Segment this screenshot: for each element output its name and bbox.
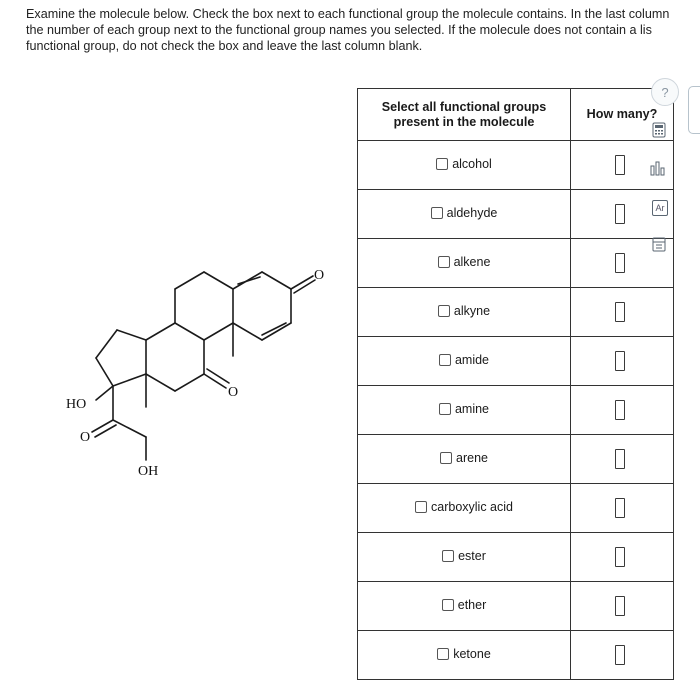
instructions (26, 6, 700, 54)
row-label: alkene (453, 255, 491, 269)
side-panel-tab[interactable] (688, 86, 700, 134)
checkbox-box[interactable] (439, 403, 451, 415)
checkbox-ether[interactable] (442, 598, 487, 612)
enone-oxygen-label: O (314, 268, 325, 283)
table-row (358, 631, 674, 680)
clipboard-icon-glyph (652, 236, 666, 252)
instructions-line-3: functional group, do not check the box and leave the last column blank. (26, 39, 423, 53)
checkbox-arene[interactable] (440, 451, 488, 465)
functional-group-table (357, 88, 674, 680)
checkbox-box[interactable] (431, 207, 443, 219)
checkbox-ketone[interactable] (437, 647, 491, 661)
checkbox-box[interactable] (437, 648, 449, 660)
row-label: arene (456, 451, 488, 465)
count-input-alkyne[interactable] (615, 302, 625, 322)
checkbox-box[interactable] (436, 158, 448, 170)
hydroxyl-ho-label: HO (66, 397, 87, 412)
table-row (358, 582, 674, 631)
instructions-line-1: Examine the molecule below. Check the box next to each functional group the molecule contains. In the last column (26, 7, 670, 21)
periodic-table-icon[interactable] (652, 200, 668, 216)
hydroxyl-oh-label: OH (138, 464, 159, 479)
checkbox-box[interactable] (438, 305, 450, 317)
table-row (358, 484, 674, 533)
count-input-alcohol[interactable] (615, 155, 625, 175)
checkbox-alkene[interactable] (438, 255, 491, 269)
count-input-amide[interactable] (615, 351, 625, 371)
checkbox-alcohol[interactable] (436, 157, 492, 171)
row-label: ester (458, 549, 486, 563)
count-input-alkene[interactable] (615, 253, 625, 273)
calculator-icon-glyph (652, 122, 666, 138)
chart-icon-glyph (650, 160, 668, 176)
checkbox-box[interactable] (440, 452, 452, 464)
checkbox-amine[interactable] (439, 402, 489, 416)
checkbox-amide[interactable] (439, 353, 489, 367)
row-label: ether (457, 598, 487, 612)
side-ketone-oxygen-label: O (80, 430, 91, 445)
table-row (358, 435, 674, 484)
table-row (358, 288, 674, 337)
row-label: amine (454, 402, 490, 416)
row-label: alkyne (453, 304, 491, 318)
header-select-groups (358, 89, 571, 141)
count-input-ester[interactable] (615, 547, 625, 567)
count-input-aldehyde[interactable] (615, 204, 625, 224)
table-row (358, 533, 674, 582)
row-label: carboxylic acid (431, 500, 513, 514)
chart-icon[interactable] (650, 160, 668, 176)
row-label: alcohol (452, 157, 492, 171)
checkbox-carboxylic-acid[interactable] (415, 500, 513, 514)
checkbox-box[interactable] (442, 599, 454, 611)
clipboard-icon[interactable] (650, 236, 668, 252)
header-select-groups-line-2: present in the molecule (393, 114, 535, 129)
count-input-ether[interactable] (615, 596, 625, 616)
row-label: ketone (453, 647, 491, 661)
calculator-icon[interactable] (650, 122, 668, 138)
checkbox-alkyne[interactable] (438, 304, 490, 318)
table-row (358, 190, 674, 239)
header-how-many: How many? (571, 89, 674, 141)
checkbox-box[interactable] (438, 256, 450, 268)
molecule-structure (0, 240, 340, 500)
checkbox-aldehyde[interactable] (431, 206, 498, 220)
checkbox-ester[interactable] (442, 549, 486, 563)
count-input-amine[interactable] (615, 400, 625, 420)
row-label: amide (454, 353, 490, 367)
checkbox-box[interactable] (415, 501, 427, 513)
count-input-carboxylic-acid[interactable] (615, 498, 625, 518)
table-row (358, 337, 674, 386)
count-input-arene[interactable] (615, 449, 625, 469)
periodic-table-label: Ar (655, 203, 665, 213)
count-input-ketone[interactable] (615, 645, 625, 665)
help-button[interactable]: ? (651, 78, 679, 106)
row-label: aldehyde (446, 206, 498, 220)
checkbox-box[interactable] (442, 550, 454, 562)
header-select-groups-line-1: Select all functional groups (381, 99, 547, 114)
checkbox-box[interactable] (439, 354, 451, 366)
table-row (358, 239, 674, 288)
table-row (358, 386, 674, 435)
table-row (358, 141, 674, 190)
instructions-line-2: the number of each group next to the functional group names you selected. If the molecule does not contain a lis (26, 23, 652, 37)
ring-ketone-oxygen-label: O (228, 385, 239, 400)
